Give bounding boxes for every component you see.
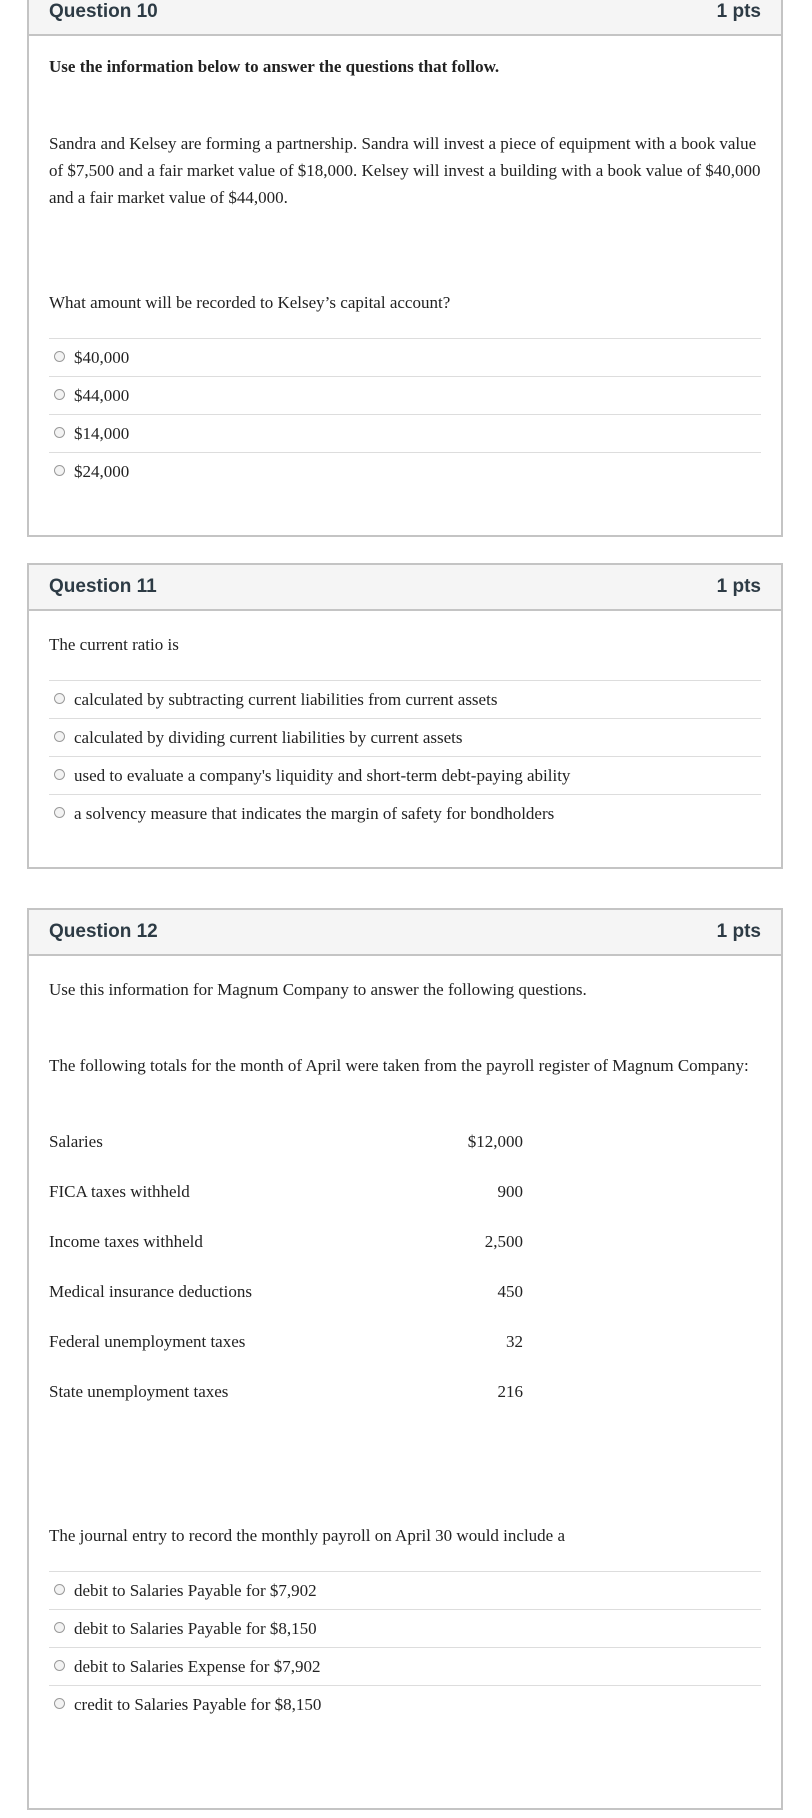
answer-option[interactable] — [49, 415, 761, 453]
question-prompt: What amount will be recorded to Kelsey’s capital account? — [49, 293, 451, 312]
radio-button[interactable] — [54, 389, 65, 400]
answer-label: $40,000 — [74, 348, 130, 367]
question-title: Question 10 — [49, 1, 158, 22]
answer-list — [49, 1571, 761, 1723]
payroll-amount: 450 — [497, 1282, 523, 1301]
radio-button[interactable] — [54, 427, 65, 438]
question-header — [29, 565, 781, 611]
payroll-label: Medical insurance deductions — [49, 1282, 252, 1301]
payroll-row — [49, 1228, 761, 1278]
radio-button[interactable] — [54, 465, 65, 476]
payroll-row — [49, 1328, 761, 1378]
answer-label: $24,000 — [74, 462, 130, 481]
payroll-amount: 32 — [506, 1332, 523, 1351]
answer-list — [49, 338, 761, 490]
answer-option[interactable] — [49, 377, 761, 415]
question-prompt: The journal entry to record the monthly payroll on April 30 would include a — [49, 1526, 566, 1545]
payroll-table — [49, 1128, 761, 1428]
answer-label: $44,000 — [74, 386, 130, 405]
payroll-label: Federal unemployment taxes — [49, 1332, 246, 1351]
answer-label: debit to Salaries Payable for $8,150 — [74, 1619, 317, 1638]
payroll-row — [49, 1278, 761, 1328]
radio-button[interactable] — [54, 807, 65, 818]
question-title: Question 11 — [49, 576, 157, 597]
payroll-amount: $12,000 — [467, 1132, 523, 1151]
answer-label: a solvency measure that indicates the margin of safety for bondholders — [74, 804, 555, 823]
answer-label: credit to Salaries Payable for $8,150 — [74, 1695, 322, 1714]
question-10 — [27, 0, 783, 537]
radio-button[interactable] — [54, 769, 65, 780]
radio-button[interactable] — [54, 731, 65, 742]
question-body — [29, 53, 781, 490]
answer-label: used to evaluate a company's liquidity and short-term debt-paying ability — [74, 766, 571, 785]
payroll-amount: 900 — [497, 1182, 523, 1201]
payroll-label: FICA taxes withheld — [49, 1182, 190, 1201]
answer-label: $14,000 — [74, 424, 130, 443]
answer-label: calculated by dividing current liabilities by current assets — [74, 728, 463, 747]
question-intro: Use this information for Magnum Company to answer the following questions. — [49, 980, 587, 999]
question-title: Question 12 — [49, 921, 158, 942]
radio-button[interactable] — [54, 693, 65, 704]
question-body — [29, 976, 781, 1723]
answer-option[interactable] — [49, 339, 761, 377]
payroll-label: Salaries — [49, 1132, 103, 1151]
question-11 — [27, 563, 783, 869]
question-points: 1 pts — [716, 576, 761, 597]
payroll-label: Income taxes withheld — [49, 1232, 203, 1251]
payroll-amount: 2,500 — [484, 1232, 523, 1251]
answer-option[interactable] — [49, 1572, 761, 1610]
radio-button[interactable] — [54, 1660, 65, 1671]
answer-label: debit to Salaries Payable for $7,902 — [74, 1581, 317, 1600]
question-passage: Sandra and Kelsey are forming a partnership. Sandra will invest a piece of equipment with a book value of $7,500 and a fair market value of $18,000. Kelsey will invest a building with a book value of $40,000 and a fair market value of $44,000. — [49, 134, 761, 207]
question-12 — [27, 908, 783, 1810]
payroll-row — [49, 1178, 761, 1228]
question-points: 1 pts — [716, 921, 761, 942]
answer-option[interactable] — [49, 453, 761, 490]
answer-option[interactable] — [49, 719, 761, 757]
answer-option[interactable] — [49, 1686, 761, 1723]
question-body — [29, 631, 781, 832]
payroll-amount: 216 — [497, 1382, 523, 1401]
answer-option[interactable] — [49, 795, 761, 832]
question-points: 1 pts — [716, 1, 761, 22]
answer-option[interactable] — [49, 757, 761, 795]
answer-option[interactable] — [49, 681, 761, 719]
answer-list — [49, 680, 761, 832]
question-intro: Use the information below to answer the questions that follow. — [49, 57, 500, 76]
question-header — [29, 0, 781, 36]
payroll-row — [49, 1128, 761, 1178]
payroll-row — [49, 1378, 761, 1428]
radio-button[interactable] — [54, 1584, 65, 1595]
radio-button[interactable] — [54, 1698, 65, 1709]
radio-button[interactable] — [54, 351, 65, 362]
answer-option[interactable] — [49, 1610, 761, 1648]
radio-button[interactable] — [54, 1622, 65, 1633]
question-prompt: The current ratio is — [49, 635, 179, 654]
payroll-label: State unemployment taxes — [49, 1382, 229, 1401]
answer-option[interactable] — [49, 1648, 761, 1686]
question-passage: The following totals for the month of April were taken from the payroll register of Magnum Company: — [49, 1056, 749, 1075]
question-header — [29, 910, 781, 956]
answer-label: debit to Salaries Expense for $7,902 — [74, 1657, 321, 1676]
answer-label: calculated by subtracting current liabilities from current assets — [74, 690, 498, 709]
